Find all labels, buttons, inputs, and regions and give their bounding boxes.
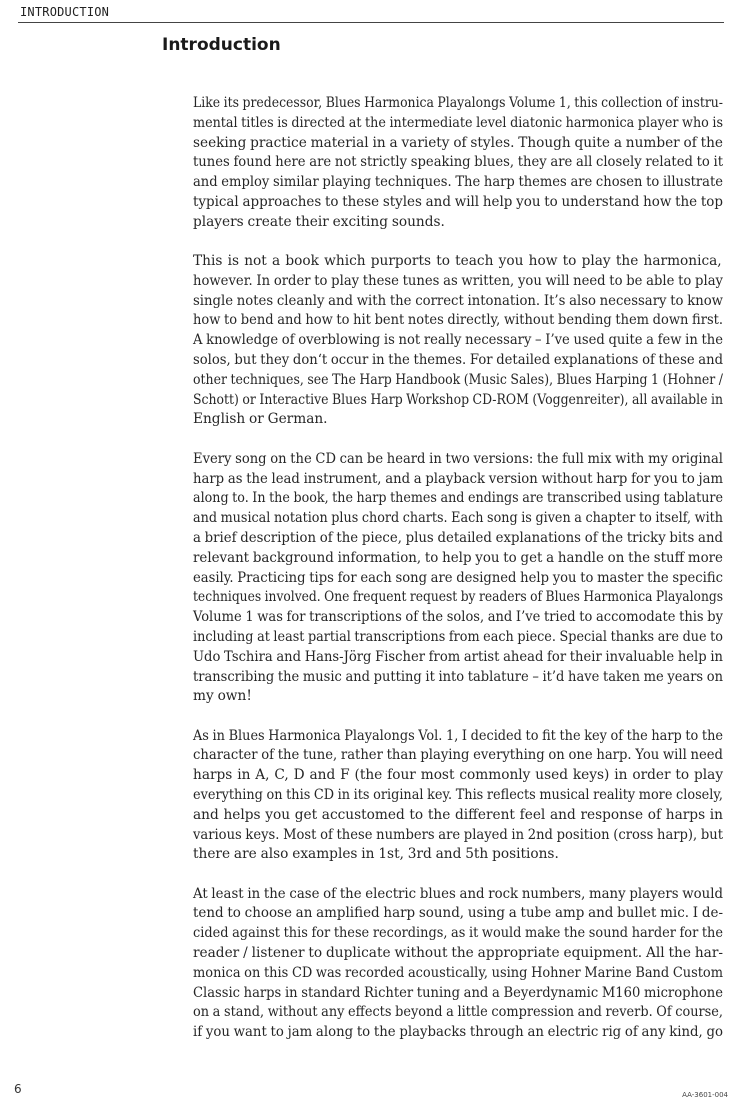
text-line: relevant background information, to help you to get a handle on the stuff more: [193, 549, 723, 566]
text-line: Schott) or Interactive Blues Harp Workshop CD-ROM (Voggenreiter), all available in: [193, 391, 724, 408]
text-line: tunes found here are not strictly speaking blues, they are all closely related to it: [193, 154, 724, 171]
paragraph: [193, 94, 723, 233]
text-line: English or German.: [193, 411, 328, 428]
text-line: harps in A, C, D and F (the four most commonly used keys) in order to play: [193, 767, 724, 784]
text-line: tend to choose an amplified harp sound, using a tube amp and bullet mic. I de-: [193, 905, 723, 922]
text-line: This is not a book which purports to teach you how to play the harmonica,: [193, 253, 722, 270]
page-title: Introduction: [162, 35, 281, 55]
running-head: INTRODUCTION: [20, 5, 110, 19]
text-line: my own!: [193, 688, 252, 705]
text-line: Volume 1 was for transcriptions of the solos, and I’ve tried to accomodate this by: [193, 609, 723, 626]
text-line: everything on this CD in its original key. This reflects musical reality more closely,: [193, 787, 724, 803]
text-line: single notes cleanly and with the correct intonation. It’s also necessary to know: [193, 292, 724, 309]
text-line: harp as the lead instrument, and a playback version without harp for you to jam: [193, 470, 723, 487]
paragraph: [193, 450, 723, 707]
text-line: Udo Tschira and Hans-Jörg Fischer from artist ahead for their invaluable help in: [193, 648, 723, 665]
text-line: and musical notation plus chord charts. Each song is given a chapter to itself, with: [193, 510, 724, 527]
text-line: techniques involved. One frequent request by readers of Blues Harmonica Playalongs: [193, 589, 724, 606]
text-line: cided against this for these recordings, as it would make the sound harder for the: [193, 925, 723, 942]
text-line: players create their exciting sounds.: [193, 213, 445, 230]
text-line: easily. Practicing tips for each song are designed help you to master the specific: [193, 569, 724, 586]
text-line: and employ similar playing techniques. The harp themes are chosen to illustrate: [193, 174, 724, 191]
text-line: monica on this CD was recorded acoustically, using Hohner Marine Band Custom: [193, 964, 724, 981]
text-line: various keys. Most of these numbers are played in 2nd position (cross harp), but: [193, 826, 724, 843]
text-line: At least in the case of the electric blues and rock numbers, many players would: [193, 885, 723, 902]
text-line: a brief description of the piece, plus detailed explanations of the tricky bits and: [193, 529, 724, 546]
text-line: typical approaches to these styles and will help you to understand how the top: [193, 193, 723, 210]
text-line: As in Blues Harmonica Playalongs Vol. 1, I decided to fit the key of the harp to the: [193, 727, 724, 744]
paragraph: [193, 885, 723, 1043]
text-line: Classic harps in standard Richter tuning and a Beyerdynamic M160 microphone: [193, 984, 723, 1001]
text-line: Every song on the CD can be heard in two versions: the full mix with my original: [193, 450, 723, 467]
text-line: how to bend and how to hit bent notes directly, without bending them down first.: [193, 312, 724, 329]
text-line: if you want to jam along to the playbacks through an electric rig of any kind, go: [193, 1024, 723, 1041]
text-line: including at least partial transcriptions from each piece. Special thanks are due to: [193, 628, 723, 645]
paragraph: [193, 727, 723, 866]
text-line: mental titles is directed at the intermediate level diatonic harmonica player who is: [193, 114, 723, 131]
text-line: however. In order to play these tunes as written, you will need to be able to play: [193, 272, 723, 289]
text-line: there are also examples in 1st, 3rd and 5th positions.: [193, 846, 559, 863]
body-text: [193, 94, 723, 1063]
text-line: transcribing the music and putting it into tablature – it’d have taken me years on: [193, 668, 724, 685]
text-line: solos, but they don‘t occur in the themes. For detailed explanations of these and: [193, 352, 724, 369]
text-line: character of the tune, rather than playing everything on one harp. You will need: [193, 747, 723, 764]
text-line: A knowledge of overblowing is not really necessary – I’ve used quite a few in the: [193, 332, 723, 349]
text-line: and helps you get accustomed to the different feel and response of harps in: [193, 806, 723, 823]
paragraph: [193, 252, 723, 430]
text-line: seeking practice material in a variety of styles. Though quite a number of the: [193, 134, 723, 151]
text-line: Like its predecessor, Blues Harmonica Playalongs Volume 1, this collection of instru-: [193, 95, 723, 111]
text-line: along to. In the book, the harp themes and endings are transcribed using tablature: [193, 490, 724, 507]
header-rule: [18, 22, 724, 23]
text-line: reader / listener to duplicate without the appropriate equipment. All the har-: [193, 945, 723, 962]
page-number: 6: [14, 1082, 22, 1096]
text-line: other techniques, see The Harp Handbook (Music Sales), Blues Harping 1 (Hohner /: [193, 371, 723, 388]
text-line: on a stand, without any effects beyond a little compression and reverb. Of course,: [193, 1004, 723, 1021]
catalog-code: AA-3601-004: [682, 1091, 728, 1099]
